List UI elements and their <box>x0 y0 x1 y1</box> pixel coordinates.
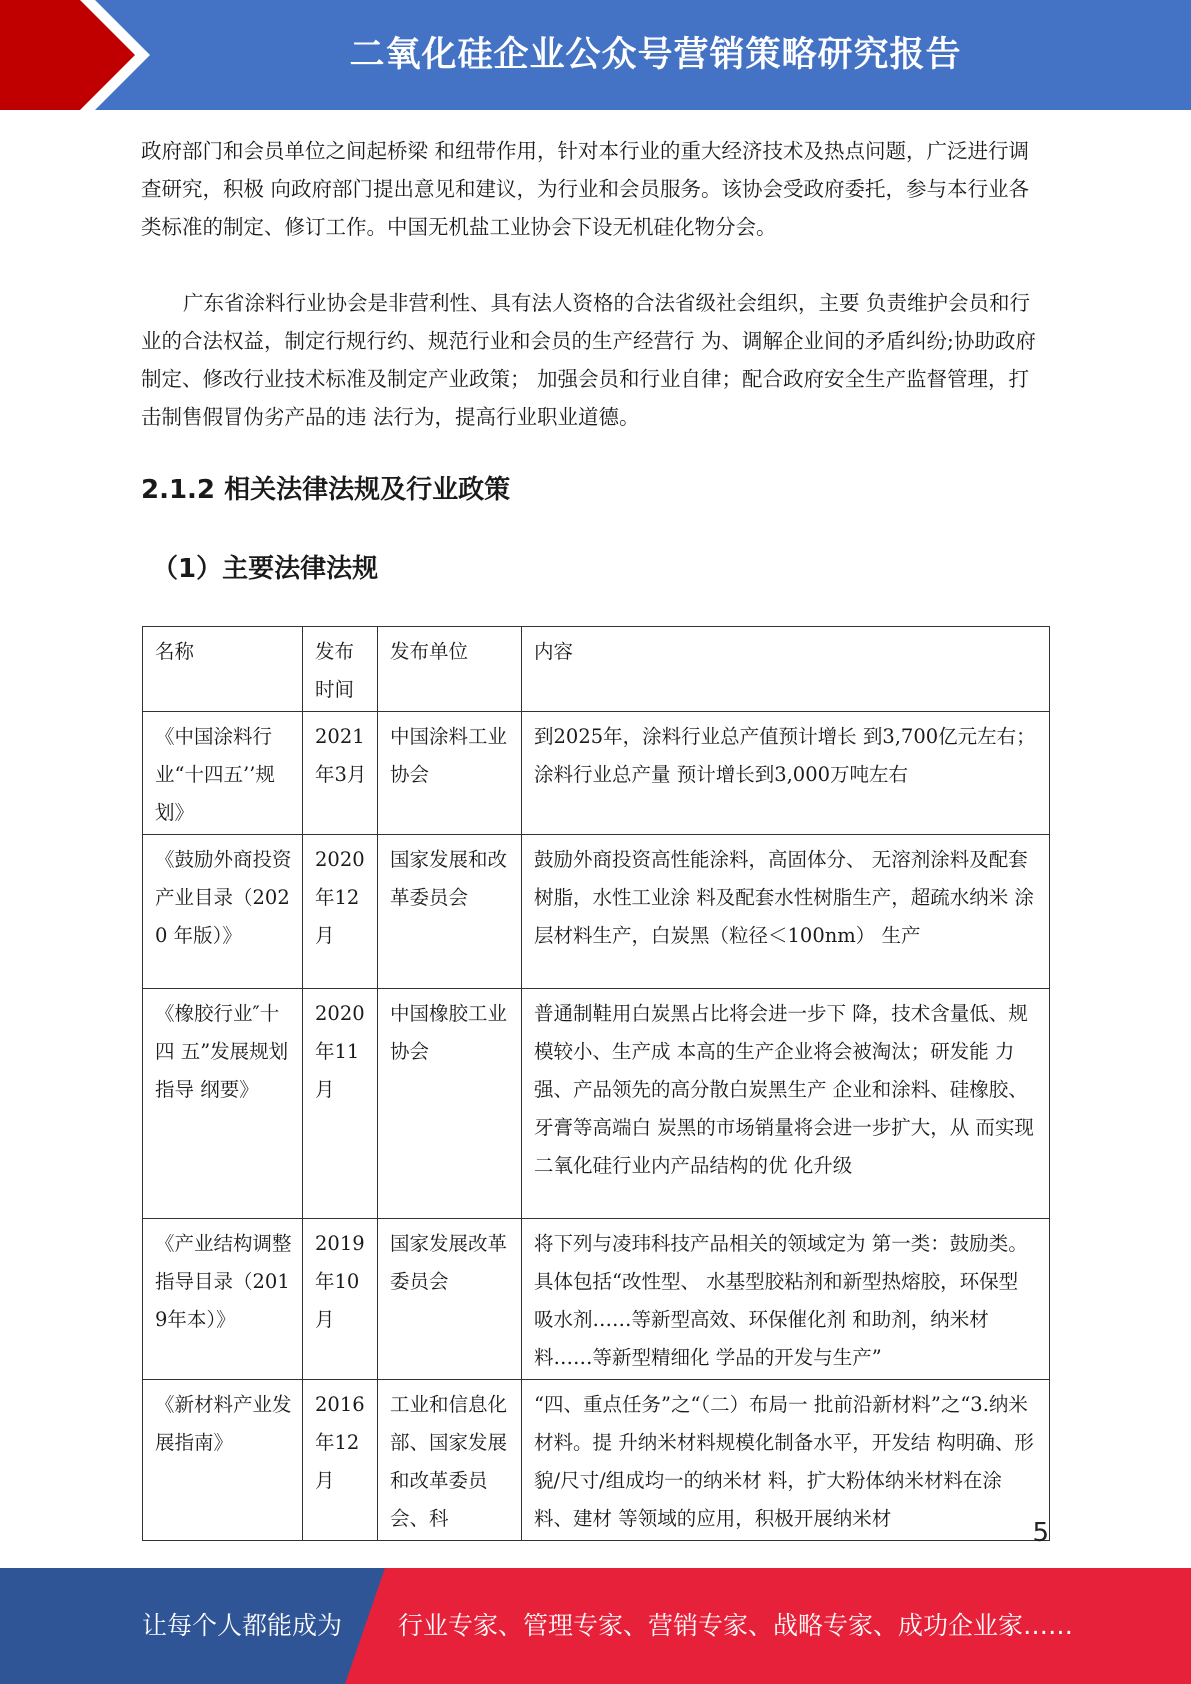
footer-slogan-left: 让每个人都能成为 <box>142 1611 343 1640</box>
cell-name: 《橡胶行业″十四 五”发展规划指导 纲要》 <box>143 989 303 1219</box>
cell-date: 2016年12月 <box>303 1380 378 1541</box>
laws-table <box>142 626 1050 1541</box>
cell-content: “四、重点任务”之“（二）布局一 批前沿新材料”之“3.纳米材料。提 升纳米材料规模化制备水平，开发结 构明确、形貌/尺寸/组成均一的纳米材 料，扩大粉体纳米材料在涂料、建材 等领域的应用，积极开展纳米材 <box>522 1380 1050 1541</box>
page-number: 5 <box>1032 1518 1049 1548</box>
column-header-date: 发布时间 <box>303 627 378 712</box>
cell-name: 《产业结构调整 指导目录（2019年本）》 <box>143 1219 303 1380</box>
table-header-row <box>143 627 1050 712</box>
cell-content: 到2025年，涂料行业总产值预计增长 到3,700亿元左右；涂料行业总产量 预计增长到3,000万吨左右 <box>522 712 1050 835</box>
body-paragraph: 政府部门和会员单位之间起桥梁 和纽带作用，针对本行业的重大经济技术及热点问题，广泛进行调查研究，积极 向政府部门提出意见和建议，为行业和会员服务。该协会受政府委托，参与本行业各类标准的制定、修订工作。中国无机盐工业协会下设无机硅化物分会。 <box>141 139 1030 239</box>
table-row <box>143 835 1050 989</box>
cell-issuer: 国家发展和改 革委员会 <box>378 835 522 989</box>
cell-issuer: 中国橡胶工业 协会 <box>378 989 522 1219</box>
column-header-name: 名称 <box>143 627 303 712</box>
table-row <box>143 989 1050 1219</box>
section-heading: 2.1.2 相关法律法规及行业政策 <box>141 475 511 505</box>
column-header-issuer: 发布单位 <box>378 627 522 712</box>
cell-issuer: 中国涂料工业 协会 <box>378 712 522 835</box>
cell-content: 普通制鞋用白炭黑占比将会进一步下 降，技术含量低、规模较小、生产成 本高的生产企业将会被淘汰；研发能 力强、产品领先的高分散白炭黑生产 企业和涂料、硅橡胶、牙膏等高端白 炭黑的市场销量将会进一步扩大，从 而实现二氧化硅行业内产品结构的优 化升级 <box>522 989 1050 1219</box>
cell-name: 《鼓励外商投资 产业目录（2020 年版）》 <box>143 835 303 989</box>
report-title: 二氧化硅企业公众号营销策略研究报告 <box>349 35 962 75</box>
cell-issuer: 国家发展改革 委员会 <box>378 1219 522 1380</box>
cell-date: 2020年12月 <box>303 835 378 989</box>
page-header <box>0 0 1191 110</box>
subsection-heading: （1）主要法律法规 <box>152 554 379 584</box>
cell-content: 鼓励外商投资高性能涂料，高固体分、 无溶剂涂料及配套树脂，水性工业涂 料及配套水性树脂生产，超疏水纳米 涂层材料生产，白炭黑（粒径＜100nm） 生产 <box>522 835 1050 989</box>
table-row <box>143 1219 1050 1380</box>
column-header-content: 内容 <box>522 627 1050 712</box>
cell-issuer: 工业和信息化 部、国家发展 和改革委员 会、科 <box>378 1380 522 1541</box>
cell-date: 2020年11月 <box>303 989 378 1219</box>
table-row <box>143 1380 1050 1541</box>
table-row <box>143 712 1050 835</box>
cell-name: 《新材料产业发 展指南》 <box>143 1380 303 1541</box>
page-footer <box>0 1568 1191 1684</box>
cell-name: 《中国涂料行业“十四五’’规划》 <box>143 712 303 835</box>
cell-date: 2021年3月 <box>303 712 378 835</box>
footer-slogan-right: 行业专家、管理专家、营销专家、战略专家、成功企业家…… <box>398 1611 1074 1640</box>
body-paragraph: 广东省涂料行业协会是非营利性、具有法人资格的合法省级社会组织，主要 负责维护会员和行业的合法权益，制定行规行约、规范行业和会员的生产经营行 为、调解企业间的矛盾纠纷;协助政府制定、修改行业技术标准及制定产业政策； 加强会员和行业自律；配合政府安全生产监督管理，打击制售假冒伪劣产品的违 法行为，提高行业职业道德。 <box>141 291 1036 429</box>
cell-date: 2019年10月 <box>303 1219 378 1380</box>
cell-content: 将下列与凌玮科技产品相关的领域定为 第一类：鼓励类。具体包括“改性型、 水基型胶粘剂和新型热熔胶，环保型 吸水剂……等新型高效、环保催化剂 和助剂，纳米材料……等新型精细化 学品的开发与生产” <box>522 1219 1050 1380</box>
